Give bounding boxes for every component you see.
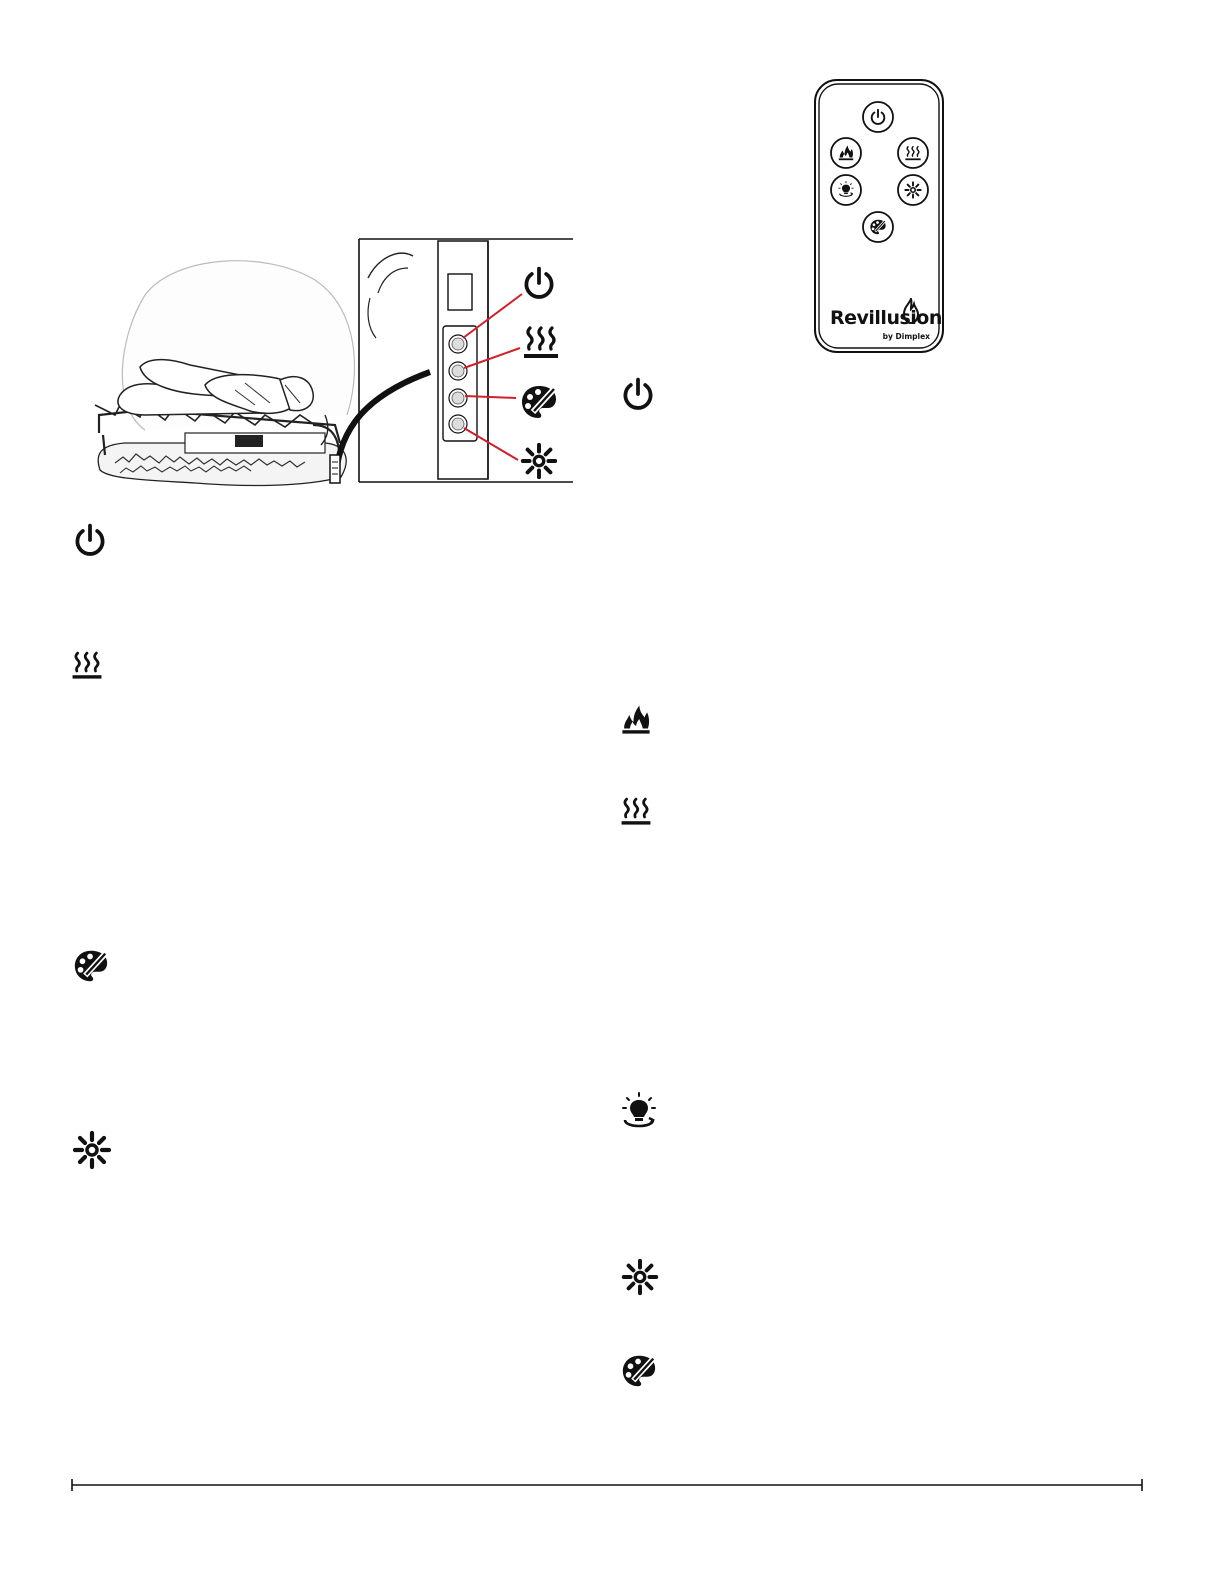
remote-sub-brand: by Dimplex [882, 332, 930, 341]
fireplace-insert-illustration [85, 255, 355, 495]
right-light-rotate-icon [619, 1092, 659, 1132]
right-brightness-icon [621, 1258, 659, 1296]
remote-flame-button[interactable] [829, 136, 863, 170]
remote-color-button[interactable] [861, 210, 895, 244]
panel-brightness-icon [520, 442, 558, 480]
right-color-palette-icon [620, 1352, 658, 1390]
panel-heat-icon [521, 322, 561, 362]
panel-color-palette-icon [519, 382, 559, 422]
left-color-palette-icon [72, 947, 110, 985]
right-heat-icon [619, 794, 653, 828]
remote-light-rotate-button[interactable] [829, 173, 863, 207]
left-heat-icon [70, 648, 104, 682]
left-brightness-icon [72, 1130, 112, 1170]
remote-brand-logo: Revillusion [830, 307, 942, 329]
remote-heat-button[interactable] [896, 136, 930, 170]
remote-brightness-button[interactable] [896, 173, 930, 207]
footer-rule [70, 1478, 1144, 1497]
left-power-icon [72, 522, 108, 558]
brand-flame-icon [902, 298, 920, 324]
remote-power-button[interactable] [861, 100, 895, 134]
right-flame-icon [619, 702, 653, 738]
right-power-icon [620, 376, 656, 412]
panel-power-icon [521, 265, 557, 301]
